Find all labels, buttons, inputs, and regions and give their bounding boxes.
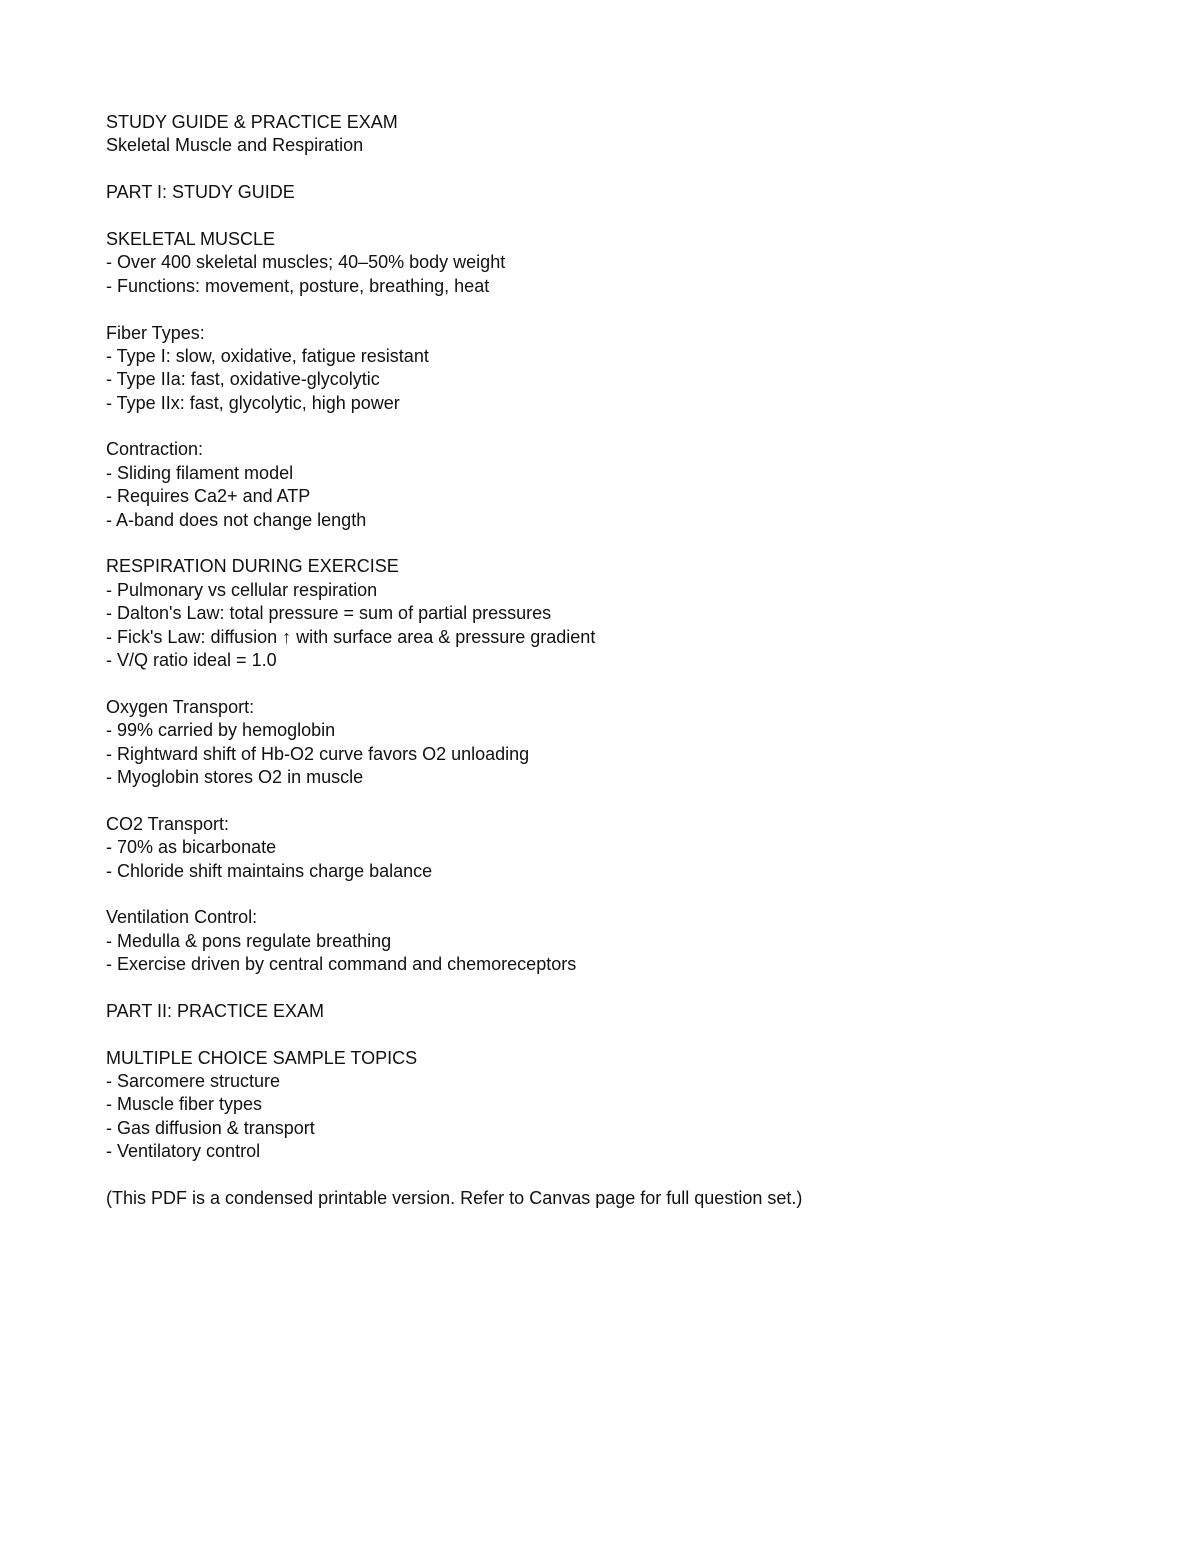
list-item: - Requires Ca2+ and ATP [106, 486, 311, 507]
contraction-section [106, 438, 1106, 532]
footer-note: (This PDF is a condensed printable version. Refer to Canvas page for full question set.) [106, 1187, 803, 1208]
list-item: - Medulla & pons regulate breathing [106, 930, 392, 951]
spacer [106, 1164, 1106, 1187]
list-item: - Dalton's Law: total pressure = sum of partial pressures [106, 603, 552, 624]
list-item: - 99% carried by hemoglobin [106, 720, 336, 741]
co2-transport-section [106, 813, 1106, 883]
spacer [106, 415, 1106, 438]
list-item: - Sarcomere structure [106, 1071, 281, 1092]
skeletal-muscle-section [106, 228, 1106, 298]
list-item: - Fick's Law: diffusion ↑ with surface area & pressure gradient [106, 626, 596, 647]
section-heading: MULTIPLE CHOICE SAMPLE TOPICS [106, 1047, 418, 1068]
list-item: - Myoglobin stores O2 in muscle [106, 766, 364, 787]
list-item: - Functions: movement, posture, breathing, heat [106, 275, 490, 296]
spacer [106, 883, 1106, 906]
mc-topics-section [106, 1047, 1106, 1164]
list-item: - Chloride shift maintains charge balance [106, 860, 433, 881]
list-item: - V/Q ratio ideal = 1.0 [106, 649, 277, 670]
section-heading: RESPIRATION DURING EXERCISE [106, 556, 399, 577]
document-title: STUDY GUIDE & PRACTICE EXAM [106, 112, 398, 132]
list-item: - Exercise driven by central command and chemoreceptors [106, 954, 577, 975]
spacer [106, 298, 1106, 321]
part1-heading: PART I: STUDY GUIDE [106, 182, 295, 203]
fiber-types-section [106, 322, 1106, 416]
list-item: - Over 400 skeletal muscles; 40–50% body weight [106, 252, 506, 273]
part2-heading: PART II: PRACTICE EXAM [106, 1000, 325, 1021]
list-item: - Sliding filament model [106, 462, 294, 483]
list-item: - Type I: slow, oxidative, fatigue resistant [106, 345, 429, 366]
document-page [106, 111, 1106, 1210]
list-item: - Muscle fiber types [106, 1094, 263, 1115]
section-heading: Ventilation Control: [106, 907, 258, 928]
spacer [106, 789, 1106, 812]
section-heading: Contraction: [106, 439, 204, 460]
document-subtitle: Skeletal Muscle and Respiration [106, 135, 364, 156]
spacer [106, 532, 1106, 555]
spacer [106, 205, 1106, 228]
section-heading: Oxygen Transport: [106, 696, 255, 717]
spacer [106, 976, 1106, 999]
section-heading: CO2 Transport: [106, 813, 230, 834]
list-item: - Pulmonary vs cellular respiration [106, 579, 378, 600]
list-item: - Type IIa: fast, oxidative-glycolytic [106, 369, 380, 390]
list-item: - Ventilatory control [106, 1141, 261, 1162]
oxygen-transport-section [106, 696, 1106, 790]
list-item: - Type IIx: fast, glycolytic, high power [106, 392, 400, 413]
section-heading: Fiber Types: [106, 322, 205, 343]
list-item: - A-band does not change length [106, 509, 367, 530]
spacer [106, 1023, 1106, 1046]
section-heading: SKELETAL MUSCLE [106, 228, 276, 249]
list-item: - Rightward shift of Hb-O2 curve favors O2 unloading [106, 743, 530, 764]
respiration-section [106, 555, 1106, 672]
ventilation-control-section [106, 906, 1106, 976]
spacer [106, 672, 1106, 695]
list-item: - Gas diffusion & transport [106, 1117, 315, 1138]
spacer [106, 158, 1106, 181]
list-item: - 70% as bicarbonate [106, 837, 277, 858]
